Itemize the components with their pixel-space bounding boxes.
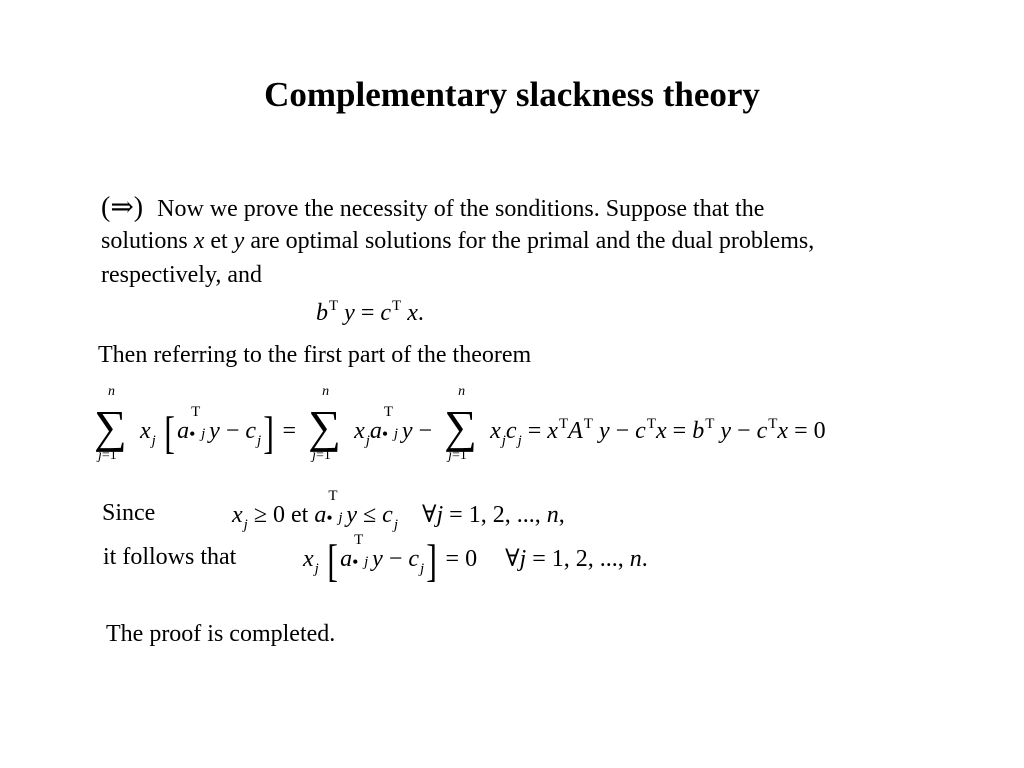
since-label: Since (102, 500, 156, 526)
page-title: Complementary slackness theory (264, 75, 760, 114)
var-y: y (233, 228, 245, 254)
follows-label: it follows that (103, 544, 237, 570)
paragraph-text: are optimal solutions for the primal and the dual problems, (244, 228, 815, 254)
since-condition: $x_j \ge 0$ et a T • j $y \le c_j$ ∀j = 1, 2, ..., n, (232, 488, 565, 533)
equation-duality: $b^T$ $y = c^T$ x. (316, 298, 424, 326)
paragraph-text: solutions (101, 228, 194, 254)
paragraph-line-2 (101, 228, 814, 255)
follows-condition: $x_j$ [a T • j $y - c_j] = 0$ ∀j = 1, 2, ..., n. (303, 532, 648, 586)
sum-sign: n ∑ j=1 (94, 384, 127, 463)
paragraph-line-3: respectively, and (101, 262, 263, 288)
sum-sign: n ∑ j=1 (444, 384, 477, 463)
paragraph-text: et (204, 228, 234, 254)
sum-equation: n ∑ j=1 $x_j$ [a T • j $y - c_j$] = n ∑ j=1 $x_ja$ T • j y − n ∑ j=1 $x_jc_j = x^TA^T$ $y - c^Tx = b^T$ $y - c^Tx = 0$ (94, 384, 826, 463)
paragraph-text: Now we prove the necessity of the sonditions. Suppose that the (157, 196, 765, 222)
sum-sign: n ∑ j=1 (308, 384, 341, 463)
paragraph-line-1 (101, 190, 764, 224)
then-text: Then referring to the first part of the theorem (98, 342, 532, 368)
var-x: x (193, 228, 205, 254)
conclusion-text: The proof is completed. (106, 621, 336, 647)
implication-marker: (⇒) (101, 192, 144, 223)
